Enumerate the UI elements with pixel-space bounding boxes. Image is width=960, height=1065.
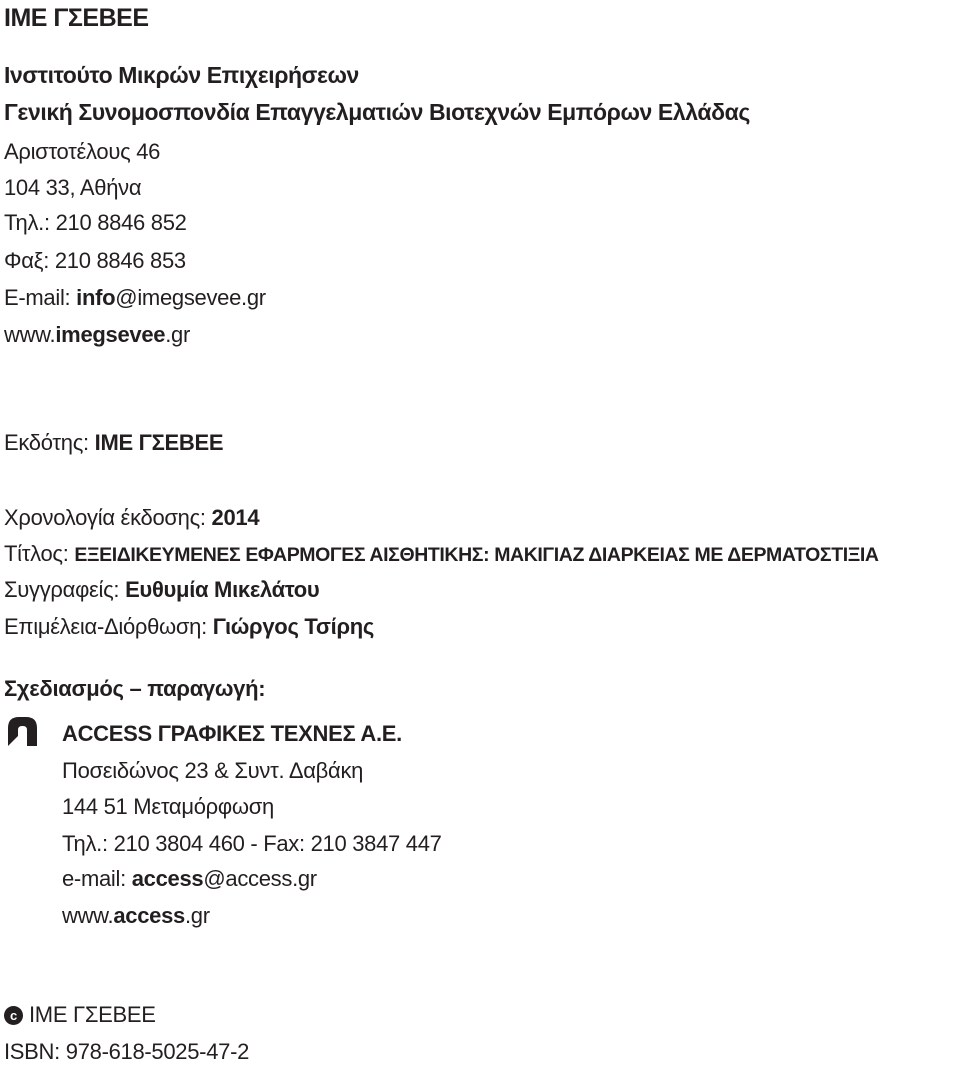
authors-value: Ευθυμία Μικελάτου <box>125 577 320 602</box>
production-address-line1: Ποσειδώνος 23 & Συντ. Δαβάκη <box>62 758 364 783</box>
publication-title-value: ΕΞΕΙΔΙΚΕΥΜΕΝΕΣ ΕΦΑΡΜΟΓΕΣ ΑΙΣΘΗΤΙΚΗΣ: ΜΑΚΙΓΙΑΖ ΔΙΑΡΚΕΙΑΣ ΜΕ ΔΕΡΜΑΤΟΣΤΙΞΙΑ <box>74 544 879 566</box>
production-heading: Σχεδιασμός – παραγωγή: <box>4 676 266 701</box>
production-web-name: access <box>113 903 185 928</box>
production-web-suffix: .gr <box>185 903 210 928</box>
publisher-label: Εκδότης: <box>4 430 95 455</box>
editing-label: Επιμέλεια-Διόρθωση: <box>4 614 213 639</box>
institute-email-user: info <box>76 285 116 310</box>
authors-label: Συγγραφείς: <box>4 577 126 602</box>
publisher-line <box>4 432 223 454</box>
production-company: ACCESS ΓΡΑΦΙΚΕΣ ΤΕΧΝΕΣ Α.Ε. <box>62 721 402 746</box>
publication-year-line <box>4 507 259 529</box>
institute-email-label: E-mail: <box>4 285 77 310</box>
authors-line <box>4 579 319 601</box>
access-logo-icon <box>4 715 41 746</box>
institute-web-name: imegsevee <box>55 322 166 347</box>
institute-phone: Τηλ.: 210 8846 852 <box>4 210 187 235</box>
publication-year-value: 2014 <box>211 505 260 530</box>
institute-address-line2: 104 33, Αθήνα <box>4 175 142 200</box>
isbn: ISBN: 978-618-5025-47-2 <box>4 1039 250 1064</box>
production-website[interactable] <box>62 905 210 927</box>
production-email-user: access <box>131 866 204 891</box>
institute-name: Ινστιτούτο Μικρών Επιχειρήσεων <box>4 62 359 88</box>
page-title: ΙΜΕ ΓΣΕΒΕΕ <box>4 4 149 32</box>
institute-fax: Φαξ: 210 8846 853 <box>4 248 186 273</box>
production-phone-fax: Τηλ.: 210 3804 460 - Fax: 210 3847 447 <box>62 831 442 856</box>
institute-email-domain: @imegsevee.gr <box>115 285 266 310</box>
publication-year-label: Χρονολογία έκδοσης: <box>4 505 212 530</box>
copyright-holder: ΙΜΕ ΓΣΕΒΕΕ <box>29 1002 156 1027</box>
production-email[interactable] <box>62 868 317 890</box>
institute-address-line1: Αριστοτέλους 46 <box>4 139 161 164</box>
institute-email[interactable] <box>4 287 266 309</box>
editing-value: Γιώργος Τσίρης <box>212 614 375 639</box>
federation-name: Γενική Συνομοσπονδία Επαγγελματιών Βιοτεχνών Εμπόρων Ελλάδας <box>4 99 750 125</box>
publication-title-label: Τίτλος: <box>4 541 75 566</box>
publisher-value: ΙΜΕ ΓΣΕΒΕΕ <box>94 430 224 455</box>
institute-web-prefix: www. <box>4 322 56 347</box>
production-email-domain: @access.gr <box>203 866 317 891</box>
publication-title-line <box>4 543 879 566</box>
production-web-prefix: www. <box>62 903 114 928</box>
copyright-line <box>4 1004 156 1026</box>
institute-website[interactable] <box>4 324 190 346</box>
production-address-line2: 144 51 Μεταμόρφωση <box>62 794 274 819</box>
institute-web-suffix: .gr <box>165 322 190 347</box>
copyright-icon: c <box>4 1006 23 1025</box>
production-email-label: e-mail: <box>62 866 132 891</box>
editing-line <box>4 616 374 638</box>
